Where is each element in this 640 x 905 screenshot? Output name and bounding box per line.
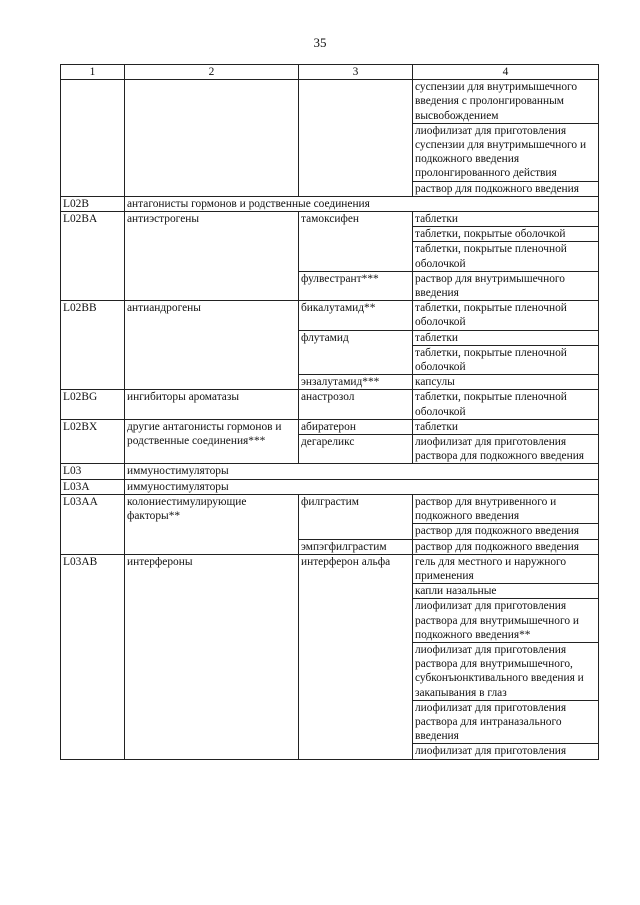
dosage-form-cell: раствор для подкожного введения [413,181,599,196]
table-row [61,479,599,494]
dosage-form-cell: таблетки, покрытые пленочной оболочкой [413,390,599,419]
dosage-form-cell: суспензии для внутримышечного введения с пролонгированным высвобождением [413,80,599,124]
drug-name-cell: абиратерон [299,419,413,434]
dosage-form-cell: таблетки [413,212,599,227]
dosage-form-cell: раствор для подкожного введения [413,539,599,554]
drug-name-cell: филграстим [299,494,413,539]
drug-name-cell: эмпэгфилграстим [299,539,413,554]
group-name-cell: антагонисты гормонов и родственные соединения [125,196,599,211]
atc-code-cell: L02BG [61,390,125,419]
dosage-form-cell: лиофилизат для приготовления суспензии для внутримышечного и подкожного введения пролонгированного действия [413,123,599,181]
dosage-form-cell: капсулы [413,375,599,390]
dosage-form-cell: раствор для внутримышечного введения [413,271,599,300]
dosage-form-cell: таблетки, покрытые пленочной оболочкой [413,301,599,330]
atc-code-cell: L03A [61,479,125,494]
atc-code-cell: L03 [61,464,125,479]
group-name-cell: антиэстрогены [125,212,299,301]
atc-code-cell: L02BB [61,301,125,390]
atc-code-cell [61,80,125,197]
group-name-cell: колониестимулирующие факторы** [125,494,299,554]
group-name-cell: иммуностимуляторы [125,464,599,479]
table-row [61,419,599,434]
table-row [61,212,599,227]
table-row [61,196,599,211]
table-header-row [61,65,599,80]
table-row [61,464,599,479]
dosage-form-cell: гель для местного и наружного применения [413,554,599,583]
dosage-form-cell: таблетки [413,419,599,434]
dosage-form-cell: раствор для подкожного введения [413,524,599,539]
group-name-cell [125,80,299,197]
group-name-cell: иммуностимуляторы [125,479,599,494]
drug-table [60,64,599,760]
drug-name-cell: интерферон альфа [299,554,413,759]
dosage-form-cell: таблетки [413,330,599,345]
dosage-form-cell: лиофилизат для приготовления раствора для внутримышечного, субконъюнктивального введения и закапывания в глаз [413,642,599,700]
group-name-cell: ингибиторы ароматазы [125,390,299,419]
table-row [61,390,599,419]
dosage-form-cell: таблетки, покрытые оболочкой [413,227,599,242]
drug-name-cell: анастрозол [299,390,413,419]
drug-name-cell: бикалутамид** [299,301,413,330]
dosage-form-cell: капли назальные [413,584,599,599]
page-number: 35 [313,35,327,50]
table-row [61,494,599,523]
column-header: 4 [413,65,599,80]
dosage-form-cell: лиофилизат для приготовления раствора для подкожного введения [413,435,599,464]
column-header: 2 [125,65,299,80]
group-name-cell: антиандрогены [125,301,299,390]
drug-name-cell: дегареликс [299,435,413,464]
atc-code-cell: L03AB [61,554,125,759]
dosage-form-cell: таблетки, покрытые пленочной оболочкой [413,345,599,374]
dosage-form-cell: лиофилизат для приготовления [413,744,599,759]
atc-code-cell: L02BX [61,419,125,464]
dosage-form-cell: раствор для внутривенного и подкожного введения [413,494,599,523]
drug-name-cell [299,80,413,197]
dosage-form-cell: лиофилизат для приготовления раствора для интраназального введения [413,700,599,744]
column-header: 3 [299,65,413,80]
table-row [61,80,599,124]
table-row [61,554,599,583]
dosage-form-cell: лиофилизат для приготовления раствора для внутримышечного и подкожного введения** [413,599,599,643]
group-name-cell: другие антагонисты гормонов и родственные соединения*** [125,419,299,464]
atc-code-cell: L02B [61,196,125,211]
drug-name-cell: флутамид [299,330,413,375]
drug-name-cell: тамоксифен [299,212,413,272]
drug-name-cell: энзалутамид*** [299,375,413,390]
column-header: 1 [61,65,125,80]
table-row [61,301,599,330]
dosage-form-cell: таблетки, покрытые пленочной оболочкой [413,242,599,271]
group-name-cell: интерфероны [125,554,299,759]
drug-name-cell: фулвестрант*** [299,271,413,300]
atc-code-cell: L02BA [61,212,125,301]
atc-code-cell: L03AA [61,494,125,554]
